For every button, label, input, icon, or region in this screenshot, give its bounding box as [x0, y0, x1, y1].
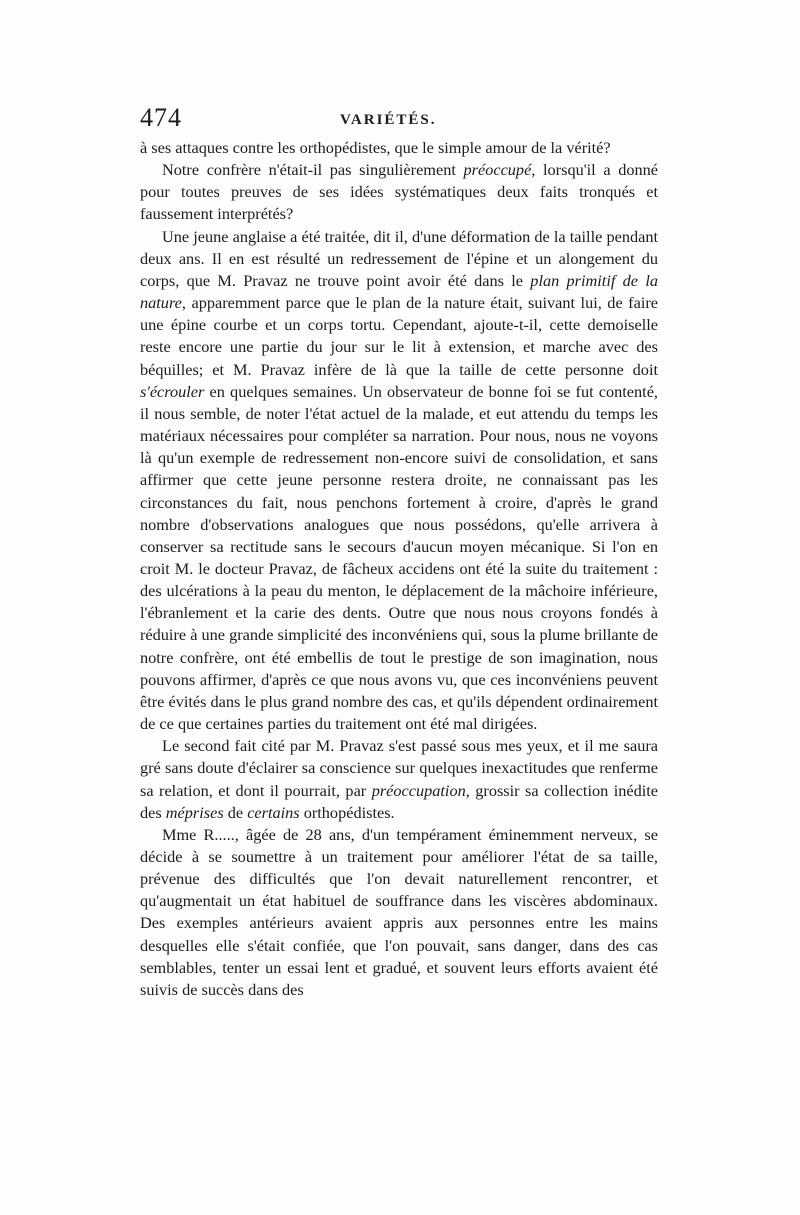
italic-term: certains	[247, 802, 300, 822]
text-run: , grossir sa collection inédite des	[140, 780, 659, 822]
paragraph-continuation: à ses attaques contre les orthopédistes, que le simple amour de la vérité?	[140, 138, 611, 157]
italic-term: préoccupation	[371, 780, 466, 800]
paragraph	[140, 735, 658, 824]
italic-term: méprises	[165, 802, 224, 822]
text-run: , lorsqu'il a donné pour toutes preuves de ses idées systématiques deux faits tronqués et faussement interprétés?	[140, 160, 658, 224]
running-title: VARIÉTÉS.	[340, 112, 437, 128]
text-run: orthopédistes.	[299, 802, 395, 822]
italic-term: préoccupé	[463, 160, 532, 180]
paragraph: Mme R....., âgée de 28 ans, d'un tempérament éminemment nerveux, se décide à se soumettre à un traitement pour améliorer l'état de sa taille, prévenue des difficultés que l'on devait naturellement rencontrer, et qu'augmentait un état habituel de souffrance dans les viscères abdominaux. Des exemples antérieurs avaient appris aux personnes entre les mains desquelles elle s'était confiée, que l'on pouvait, sans danger, dans des cas semblables, tenter un essai lent et gradué, et souvent leurs efforts avaient été suivis de succès dans des	[140, 824, 658, 999]
italic-term: s'écrouler	[140, 381, 205, 401]
text-run: Notre confrère n'était-il pas singulièrement	[162, 160, 464, 180]
text-run: en quelques semaines. Un observateur de bonne foi se fut contenté, il nous semble, de noter l'état actuel de la malade, et eut attendu du temps les matériaux nécessaires pour compléter sa narration. Pour nous, nous ne voyons là qu'un exemple de redressement non-encore suivi de consolidation, et sans affirmer que cette jeune personne restera droite, ne connaissant pas les circonstances du fait, nous penchons fortement à croire, d'après le grand nombre d'observations analogues que nous possédons, qu'elle arrivera à conserver sa rectitude sans le secours d'aucun moyen mécanique. Si l'on en croit M. le docteur Pravaz, de fâcheux accidens ont été la suite du traitement : des ulcérations à la peau du menton, le déplacement de la mâchoire inférieure, l'ébranlement et la carie des dents. Outre que nous nous croyons fondés à réduire à une grande simplicité des inconvéniens qui, sous la plume brillante de notre confrère, ont été embellis de tout le prestige de son imagination, nous pouvons affirmer, d'après ce que nous avons vu, que ces inconvéniens peuvent être évités dans le plus grand nombre des cas, et qu'ils dépendent ordinairement de ce que certaines parties du traitement ont été mal dirigées.	[140, 381, 658, 734]
running-head	[140, 103, 660, 137]
paragraph	[140, 226, 658, 736]
page-number: 474	[140, 103, 182, 132]
italic-term: plan primitif de la nature	[140, 270, 658, 313]
text-run: de	[223, 802, 248, 822]
text-run: Le second fait cité par M. Pravaz s'est passé sous mes yeux, et il me saura gré sans doute d'éclairer sa conscience sur quelques inexactitudes que renferme sa relation, et dont il pourrait, par	[140, 736, 658, 800]
body-text	[140, 137, 658, 1001]
text-run: Une jeune anglaise a été traitée, dit il, d'une déformation de la taille pendant deux ans. Il en est résulté un redressement de l'épine et un alongement du corps, que M. Pravaz ne trouve point avoir été dans le	[140, 226, 658, 290]
text-run: , apparemment parce que le plan de la nature était, suivant lui, de faire une épine courbe et un corps tortu. Cependant, ajoute-t-il, cette demoiselle reste encore une partie du jour sur le lit à extension, et marche avec des béquilles; et M. Pravaz infère de là que la taille de cette personne doit	[140, 293, 658, 379]
paragraph	[140, 159, 658, 225]
